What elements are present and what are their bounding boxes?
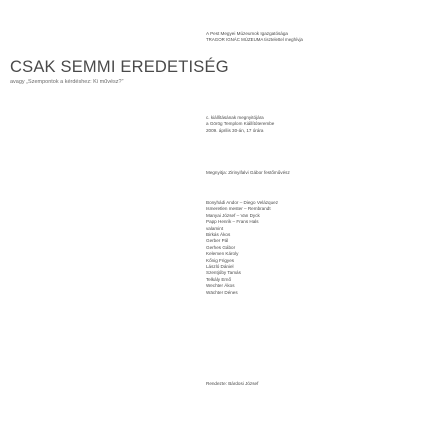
artist-item: Papp Henrik – Frans Hals (206, 219, 259, 225)
exhibition-subtitle: avagy „Szempontok a kérdéshez: Ki művész?” (10, 79, 124, 85)
invitation-line: c. kiállításának megnyitójára (206, 115, 264, 120)
artist-item: Kelemen Károly (206, 251, 239, 257)
artist-item: Bonyhádi Andor – Diego Velázquez (206, 200, 279, 205)
artist-item: Wechter Ákos (206, 283, 235, 289)
artist-item: Manyai József – Van Dyck (206, 212, 260, 218)
artist-item: Ismeretlen mester – Rembrandt (206, 206, 271, 212)
invitation-line: 2009. április 30-án, 17 órára (206, 127, 264, 133)
artist-item: Wächter Dénes (206, 289, 238, 295)
invitation-line: a Görög Templom Kiállítóterembe (206, 121, 275, 127)
artist-item: Kőnig Frigyes (206, 257, 235, 263)
artist-item: Gerhes Gábor (206, 244, 236, 250)
header-block (206, 31, 303, 44)
header-line: TRAGOR IGNÁC MÚZEUMA tisztelettel meghívja (206, 37, 303, 43)
organizer-line: Rendezte: Bárdosi József (206, 381, 259, 386)
artist-item: Gerber Pál (206, 238, 229, 244)
artist-item: Telkály Ernő (206, 276, 232, 282)
artist-item: László Dániel (206, 264, 234, 270)
artist-list (206, 200, 278, 296)
artist-item: valamint (206, 225, 224, 231)
artist-item: Birkás Ákos (206, 232, 231, 238)
header-line: A Pest Megyei Múzeumok Igazgatósága (206, 31, 288, 36)
opener-line: Megnyitja: Zirinyifalvi Gábor festőművész (206, 170, 290, 175)
artist-item: Szentjóby Tamás (206, 270, 241, 276)
invitation-block (206, 115, 274, 134)
exhibition-title: CSAK SEMMI EREDETISÉG (10, 58, 229, 76)
